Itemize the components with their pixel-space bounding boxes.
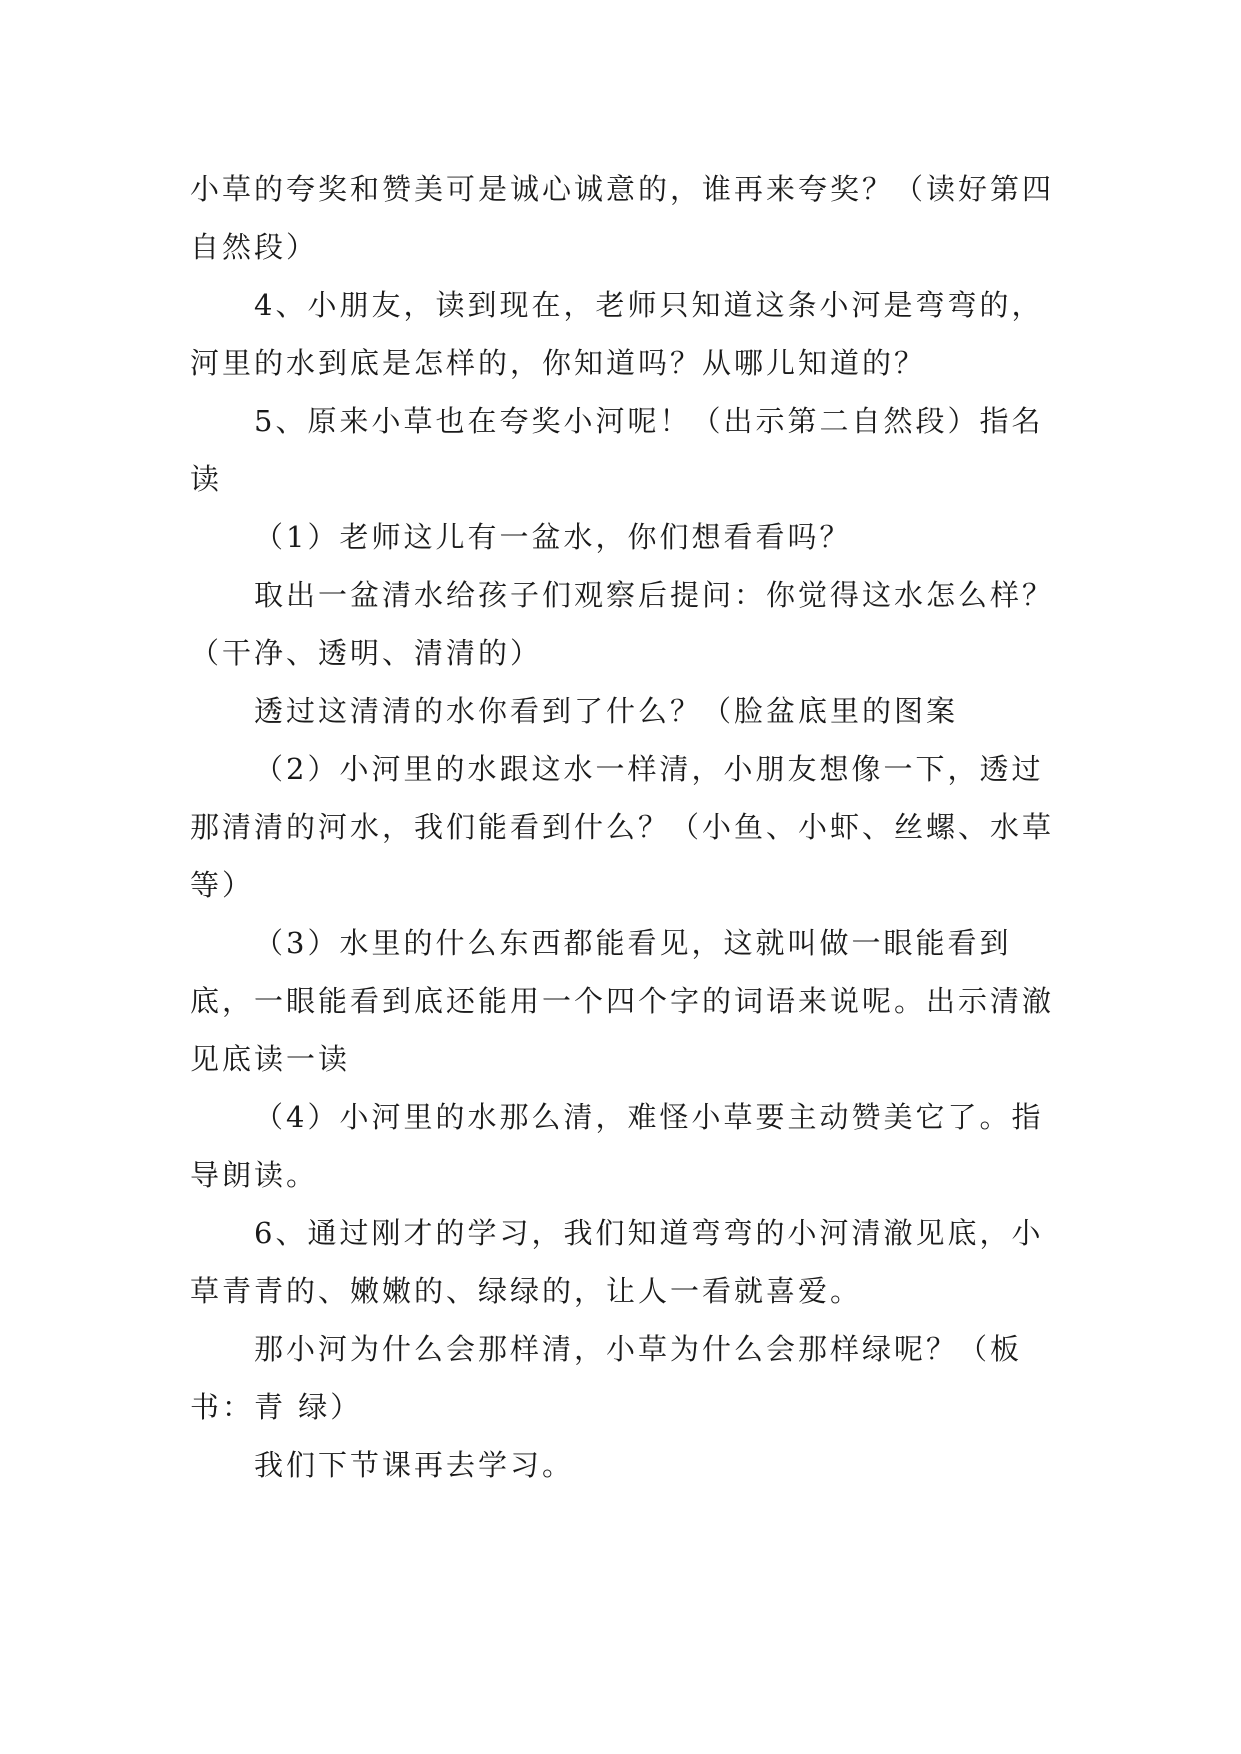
paragraph-3: 5、原来小草也在夸奖小河呢！（出示第二自然段）指名读 <box>190 404 1044 496</box>
paragraph-2: 4、小朋友，读到现在，老师只知道这条小河是弯弯的，河里的水到底是怎样的，你知道吗？从哪儿知道的？ <box>190 288 1044 380</box>
paragraph-7: （2）小河里的水跟这水一样清，小朋友想像一下，透过那清清的河水，我们能看到什么？（小鱼、小虾、丝螺、水草等） <box>190 752 1055 902</box>
paragraph-8: （3）水里的什么东西都能看见，这就叫做一眼能看到底，一眼能看到底还能用一个四个字的词语来说呢。出示清澈见底读一读 <box>190 926 1055 1076</box>
paragraph-4: （1）老师这儿有一盆水，你们想看看吗？ <box>254 520 852 554</box>
paragraph-6: 透过这清清的水你看到了什么？（脸盆底里的图案 <box>254 694 959 728</box>
paragraph-11: 那小河为什么会那样清，小草为什么会那样绿呢？（板书：青 绿） <box>190 1332 1023 1424</box>
paragraph-10: 6、通过刚才的学习，我们知道弯弯的小河清澈见底，小草青青的、嫩嫩的、绿绿的，让人一看就喜爱。 <box>190 1216 1044 1308</box>
paragraph-5: 取出一盆清水给孩子们观察后提问：你觉得这水怎么样？（干净、透明、清清的） <box>190 578 1055 670</box>
paragraph-9: （4）小河里的水那么清，难怪小草要主动赞美它了。指导朗读。 <box>190 1100 1044 1192</box>
document-body <box>190 160 1060 1494</box>
paragraph-12: 我们下节课再去学习。 <box>254 1448 575 1482</box>
paragraph-1: 小草的夸奖和赞美可是诚心诚意的，谁再来夸奖？（读好第四自然段） <box>190 172 1055 264</box>
